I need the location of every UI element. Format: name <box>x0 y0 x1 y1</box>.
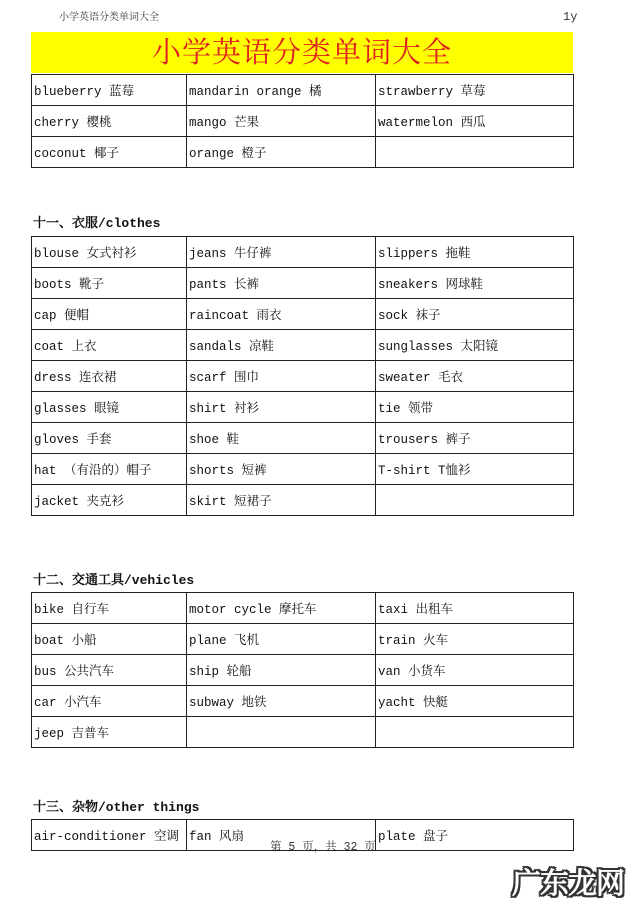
section-heading-vehicles: 十二、交通工具/vehicles <box>33 573 195 588</box>
table-cell: van 小货车 <box>376 655 574 686</box>
title-banner <box>31 32 573 73</box>
table-cell: sunglasses 太阳镜 <box>376 330 574 361</box>
table-cell: subway 地铁 <box>187 686 376 717</box>
table-cell: sock 袜子 <box>376 299 574 330</box>
table-cell: raincoat 雨衣 <box>187 299 376 330</box>
table-cell: coat 上衣 <box>32 330 187 361</box>
table-row <box>32 454 574 485</box>
table-cell: slippers 拖鞋 <box>376 237 574 268</box>
table-cell <box>376 137 574 168</box>
table-cell <box>376 717 574 748</box>
table-cell: ship 轮船 <box>187 655 376 686</box>
table-cell: boat 小船 <box>32 624 187 655</box>
table-cell: strawberry 草莓 <box>376 75 574 106</box>
table-row <box>32 330 574 361</box>
table-cell: jeep 吉普车 <box>32 717 187 748</box>
table-cell: shirt 衬衫 <box>187 392 376 423</box>
table-row <box>32 593 574 624</box>
table-cell <box>187 717 376 748</box>
table-cell: tie 领带 <box>376 392 574 423</box>
table-cell: dress 连衣裙 <box>32 361 187 392</box>
table-cell: train 火车 <box>376 624 574 655</box>
table-row <box>32 237 574 268</box>
table-row <box>32 268 574 299</box>
table-cell: scarf 围巾 <box>187 361 376 392</box>
table-cell: blouse 女式衬衫 <box>32 237 187 268</box>
table-cell: fan 风扇 <box>187 820 376 851</box>
table-row <box>32 717 574 748</box>
table-row <box>32 361 574 392</box>
table-row <box>32 137 574 168</box>
table-cell: pants 长裤 <box>187 268 376 299</box>
table-cell: cherry 樱桃 <box>32 106 187 137</box>
table-cell: boots 靴子 <box>32 268 187 299</box>
table-cell: hat （有沿的）帽子 <box>32 454 187 485</box>
table-cell <box>376 485 574 516</box>
table-cell: air-conditioner 空调 <box>32 820 187 851</box>
running-header-title: 小学英语分类单词大全 <box>59 12 159 23</box>
table-row <box>32 392 574 423</box>
table-cell: orange 橙子 <box>187 137 376 168</box>
table-cell: shoe 鞋 <box>187 423 376 454</box>
table-row <box>32 423 574 454</box>
table-cell: sandals 凉鞋 <box>187 330 376 361</box>
table-cell: mandarin orange 橘 <box>187 75 376 106</box>
table-cell: motor cycle 摩托车 <box>187 593 376 624</box>
table-cell: yacht 快艇 <box>376 686 574 717</box>
vehicles-word-table <box>31 592 574 748</box>
site-watermark: 广东龙网 <box>512 866 625 900</box>
table-cell: bike 自行车 <box>32 593 187 624</box>
table-cell: jacket 夹克衫 <box>32 485 187 516</box>
table-row <box>32 686 574 717</box>
table-cell: T-shirt T恤衫 <box>376 454 574 485</box>
fruit-word-table <box>31 74 574 168</box>
table-cell: glasses 眼镜 <box>32 392 187 423</box>
table-cell: sweater 毛衣 <box>376 361 574 392</box>
table-cell: mango 芒果 <box>187 106 376 137</box>
table-row <box>32 655 574 686</box>
table-cell: cap 便帽 <box>32 299 187 330</box>
table-row <box>32 106 574 137</box>
table-cell: shorts 短裤 <box>187 454 376 485</box>
table-cell: skirt 短裙子 <box>187 485 376 516</box>
table-cell: sneakers 网球鞋 <box>376 268 574 299</box>
table-row <box>32 485 574 516</box>
running-header-right: 1y <box>563 10 578 24</box>
table-cell: trousers 裤子 <box>376 423 574 454</box>
table-row <box>32 299 574 330</box>
table-cell: plate 盘子 <box>376 820 574 851</box>
clothes-word-table <box>31 236 574 516</box>
section-heading-clothes: 十一、衣服/clothes <box>33 216 161 231</box>
table-cell: bus 公共汽车 <box>32 655 187 686</box>
section-heading-other-things: 十三、杂物/other things <box>33 800 200 815</box>
table-cell: plane 飞机 <box>187 624 376 655</box>
table-cell: coconut 椰子 <box>32 137 187 168</box>
page-number-footer: 第 5 页，共 32 页 <box>270 841 376 854</box>
table-cell: gloves 手套 <box>32 423 187 454</box>
table-cell: blueberry 蓝莓 <box>32 75 187 106</box>
table-cell: taxi 出租车 <box>376 593 574 624</box>
table-cell: watermelon 西瓜 <box>376 106 574 137</box>
table-row <box>32 75 574 106</box>
table-row <box>32 624 574 655</box>
table-cell: car 小汽车 <box>32 686 187 717</box>
table-cell: jeans 牛仔裤 <box>187 237 376 268</box>
page-title: 小学英语分类单词大全 <box>151 35 452 69</box>
